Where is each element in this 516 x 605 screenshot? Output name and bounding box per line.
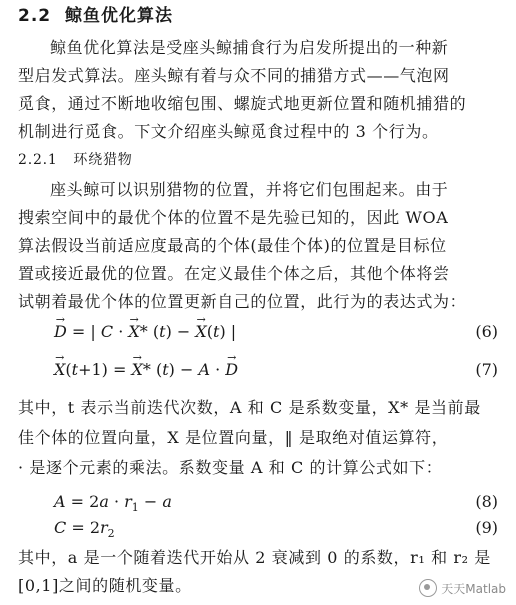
intro-line-2: 型启发式算法。座头鲸有着与众不同的捕猎方式——气泡网 [18, 66, 450, 85]
intro-line-4: 机制进行觅食。下文介绍座头鲸觅食过程中的 3 个行为。 [18, 122, 439, 141]
section-title: 鲸鱼优化算法 [64, 6, 173, 26]
wechat-icon [419, 579, 437, 597]
intro-line-1: 鲸鱼优化算法是受座头鲸捕食行为启发所提出的一种新 [50, 38, 449, 57]
subsection-number: 2.2.1 [18, 152, 58, 168]
watermark [419, 579, 506, 597]
equation-9-math: $C = 2r_2$ [54, 518, 115, 541]
body-line-2: 搜索空间中的最优个体的位置不是先验已知的，因此 WOA [18, 208, 449, 227]
body-line-5: 试朝着最优个体的位置更新自己的位置，此行为的表达式为： [18, 292, 467, 311]
equation-7-number: (7) [475, 360, 498, 379]
equation-6-math: → D = | C · → X* (t) − → X(t) | [54, 320, 236, 344]
equation-9-number: (9) [475, 518, 498, 537]
section-heading [18, 6, 498, 26]
body-line-1: 座头鲸可以识别猎物的位置，并将它们包围起来。由于 [50, 180, 449, 199]
explain-line-2: 佳个体的位置向量，X 是位置向量，‖ 是取绝对值运算符， [18, 428, 449, 447]
section-number: 2.2 [18, 6, 52, 26]
intro-line-3: 觅食，通过不断地收缩包围、螺旋式地更新位置和随机捕猎的 [18, 94, 467, 113]
subsection-title: 环绕猎物 [73, 152, 133, 168]
equation-8-math: $A = 2a \cdot r_1 - a$ [54, 492, 172, 515]
explain-line-1: 其中，t 表示当前迭代次数，A 和 C 是系数变量，X* 是当前最 [18, 398, 481, 417]
explain2-line-2: [0,1]之间的随机变量。 [18, 576, 192, 595]
equation-7-math: → X(t+1) = → X* (t) − A · → D [54, 358, 238, 382]
explain-line-3: · 是逐个元素的乘法。系数变量 A 和 C 的计算公式如下： [18, 458, 443, 477]
watermark-text: 天天Matlab [441, 581, 506, 596]
equation-6-number: (6) [475, 322, 498, 341]
body-line-3: 算法假设当前适应度最高的个体(最佳个体)的位置是目标位 [18, 236, 447, 255]
subsection-heading [18, 150, 498, 170]
equation-8-number: (8) [475, 492, 498, 511]
body-line-4: 置或接近最优的位置。在定义最佳个体之后，其他个体将尝 [18, 264, 450, 283]
explain2-line-1: 其中，a 是一个随着迭代开始从 2 衰减到 0 的系数，r₁ 和 r₂ 是 [18, 548, 491, 567]
